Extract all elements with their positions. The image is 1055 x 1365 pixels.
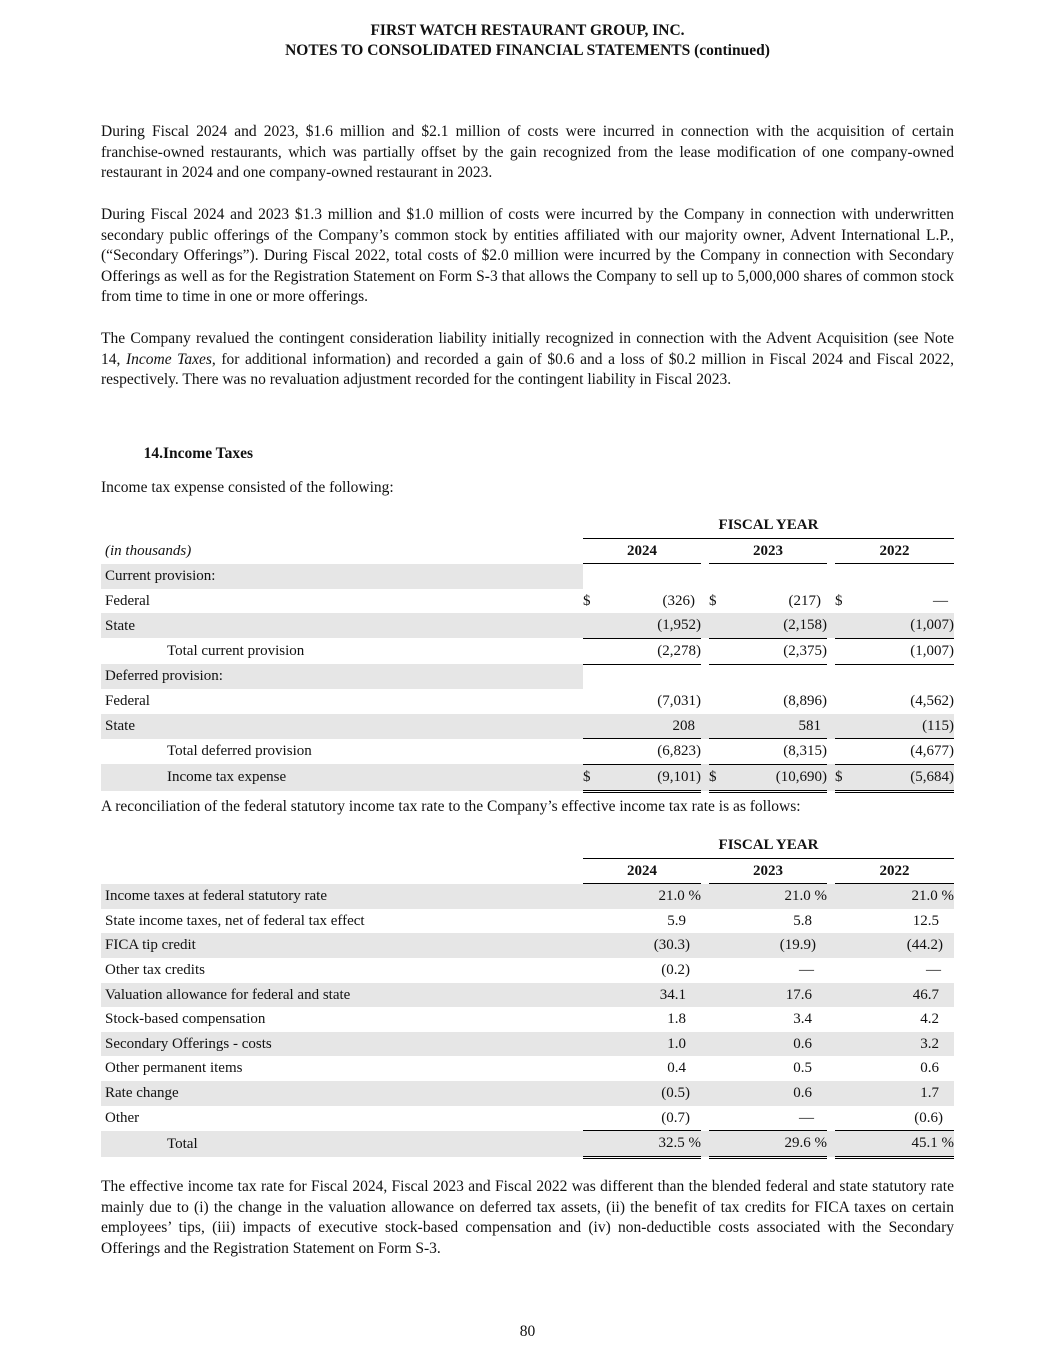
value-2023: — bbox=[709, 1106, 827, 1131]
row-label: Other permanent items bbox=[105, 1060, 243, 1077]
value-2023: 5.8 bbox=[793, 912, 812, 929]
table-row bbox=[101, 714, 954, 739]
value-2023: 0.6 bbox=[709, 1081, 827, 1106]
table-row bbox=[101, 933, 954, 958]
row-label: Total deferred provision bbox=[167, 743, 312, 760]
row-label: Rate change bbox=[101, 1081, 583, 1106]
value-2022: 46.7 bbox=[835, 983, 954, 1008]
section-title: Income Taxes bbox=[163, 445, 253, 462]
value-2023: (8,896) bbox=[783, 693, 827, 710]
dollar-sign: $ bbox=[583, 764, 603, 791]
year-header-2023: 2023 bbox=[709, 858, 827, 884]
row-label: Federal bbox=[105, 592, 150, 609]
value-2022: (1,007) bbox=[855, 638, 954, 664]
dollar-sign: $ bbox=[583, 592, 591, 609]
page-number: 80 bbox=[519, 1323, 536, 1340]
value-2022: (4,677) bbox=[855, 739, 954, 765]
value-2024: 21.0 % bbox=[583, 884, 701, 909]
value-2022: 1.7 bbox=[835, 1081, 954, 1106]
table-row bbox=[101, 689, 954, 714]
value-2023: 0.5 bbox=[793, 1060, 812, 1077]
table-row bbox=[101, 1056, 954, 1081]
table-row bbox=[101, 983, 954, 1008]
p3-text-b: , for additional information) and recorded a gain of $0.6 and a loss of $0.2 million in Fiscal 2024 and Fiscal 2022, respectively. There was no revaluation adjustment recorded for the contingent liability in Fiscal 2023. bbox=[101, 350, 954, 389]
year-header-2022: 2022 bbox=[835, 858, 954, 884]
table-row bbox=[101, 884, 954, 909]
year-header-2023: 2023 bbox=[709, 538, 827, 564]
year-header-2024: 2024 bbox=[583, 858, 701, 884]
value-2024: (2,278) bbox=[603, 638, 701, 664]
row-label: Deferred provision: bbox=[101, 664, 583, 689]
section-number: 14. bbox=[143, 445, 163, 462]
table-row bbox=[101, 1007, 954, 1032]
dollar-sign: $ bbox=[709, 764, 729, 791]
year-header-2022: 2022 bbox=[835, 538, 954, 564]
value-2024: 5.9 bbox=[667, 912, 686, 929]
value-2023: 21.0 % bbox=[709, 884, 827, 909]
row-label: State bbox=[101, 613, 583, 638]
value-2024: (0.5) bbox=[583, 1081, 701, 1106]
value-2022: — bbox=[933, 592, 948, 609]
value-2022: (115) bbox=[855, 714, 954, 739]
value-2024: 0.4 bbox=[667, 1060, 686, 1077]
value-2024: (326) bbox=[662, 592, 695, 609]
income-tax-intro: Income tax expense consisted of the following: bbox=[101, 479, 394, 496]
value-2023: (8,315) bbox=[729, 739, 827, 765]
table-row bbox=[101, 638, 954, 664]
row-label: Valuation allowance for federal and state bbox=[101, 983, 583, 1008]
row-label: State bbox=[101, 714, 583, 739]
value-2023: — bbox=[799, 961, 814, 978]
income-tax-expense-table bbox=[101, 513, 954, 793]
value-2023: 0.6 bbox=[709, 1032, 827, 1057]
value-2023: 17.6 bbox=[709, 983, 827, 1008]
value-2023: (19.9) bbox=[709, 933, 827, 958]
table-row bbox=[101, 564, 954, 589]
table-row bbox=[101, 958, 954, 983]
paragraph-secondary-offerings: During Fiscal 2024 and 2023 $1.3 million and $1.0 million of costs were incurred by the Company in connection with underwritten secondary public offerings of the Company’s common stock by entities affiliated with our majority owner, Advent International L.P., (“Secondary Offerings”). During Fiscal 2022, total costs of $2.0 million were incurred by the Company in connection with Secondary Offerings as well as for the Registration Statement on Form S-3 that allows the Company to sell up to 5,000,000 shares of common stock from time to time in one or more offerings. bbox=[101, 206, 954, 306]
rate-reconciliation-table bbox=[101, 833, 954, 1159]
row-label: Income tax expense bbox=[101, 764, 583, 791]
section-heading bbox=[101, 445, 253, 463]
fiscal-year-header: FISCAL YEAR bbox=[583, 833, 954, 858]
value-2022: 45.1 % bbox=[835, 1131, 954, 1158]
row-label: Other bbox=[105, 1109, 140, 1126]
notes-subtitle: NOTES TO CONSOLIDATED FINANCIAL STATEMENTS (continued) bbox=[285, 42, 770, 59]
value-2024: (9,101) bbox=[603, 764, 701, 791]
table-row bbox=[101, 1106, 954, 1131]
row-label: Income taxes at federal statutory rate bbox=[101, 884, 583, 909]
p3-text-a: The Company revalued the contingent consideration liability initially recognized in connection with the Advent Acquisition (see Note 14, bbox=[101, 330, 954, 368]
dollar-sign: $ bbox=[835, 592, 843, 609]
value-2024: 1.0 bbox=[583, 1032, 701, 1057]
table-row bbox=[101, 613, 954, 638]
row-label: Stock-based compensation bbox=[105, 1011, 266, 1028]
year-header-2024: 2024 bbox=[583, 538, 701, 564]
value-2023: (217) bbox=[788, 592, 821, 609]
value-2024: (0.7) bbox=[583, 1106, 701, 1131]
value-2022: 3.2 bbox=[835, 1032, 954, 1057]
table-row bbox=[101, 909, 954, 934]
value-2024: 34.1 bbox=[583, 983, 701, 1008]
row-label: Total bbox=[101, 1131, 583, 1158]
table-row bbox=[101, 589, 954, 614]
table-row bbox=[101, 1081, 954, 1106]
value-2024: 1.8 bbox=[667, 1011, 686, 1028]
row-label: Current provision: bbox=[101, 564, 583, 589]
table-row bbox=[101, 1131, 954, 1158]
paragraph-effective-rate: The effective income tax rate for Fiscal 2024, Fiscal 2023 and Fiscal 2022 was different than the blended federal and state statutory rate mainly due to (i) the change in the valuation allowance on deferred tax assets, (ii) the benefit of tax credits for FICA taxes on certain employees’ tips, (iii) impacts of executive stock-based compensation and (iv) non-deductible costs associated with the Secondary Offerings and the Registration Statement on Form S-3. bbox=[101, 1178, 954, 1257]
row-label: Other tax credits bbox=[105, 961, 205, 978]
value-2023: (2,158) bbox=[729, 613, 827, 638]
value-2024: (7,031) bbox=[657, 693, 701, 710]
value-2022: — bbox=[926, 961, 941, 978]
table-row bbox=[101, 739, 954, 765]
reconciliation-intro: A reconciliation of the federal statutory income tax rate to the Company’s effective income tax rate is as follows: bbox=[101, 798, 801, 815]
table-row bbox=[101, 664, 954, 689]
value-2022: 21.0 % bbox=[835, 884, 954, 909]
value-2024: (1,952) bbox=[603, 613, 701, 638]
value-2022: (44.2) bbox=[835, 933, 954, 958]
value-2023: (10,690) bbox=[729, 764, 827, 791]
value-2024: (30.3) bbox=[583, 933, 701, 958]
value-2024: 208 bbox=[603, 714, 701, 739]
row-label: Federal bbox=[105, 693, 150, 710]
value-2024: 32.5 % bbox=[583, 1131, 701, 1158]
value-2023: 581 bbox=[729, 714, 827, 739]
value-2022: 0.6 bbox=[920, 1060, 939, 1077]
value-2022: (0.6) bbox=[835, 1106, 954, 1131]
row-label: FICA tip credit bbox=[101, 933, 583, 958]
row-label: Total current provision bbox=[167, 642, 305, 659]
row-label: Secondary Offerings - costs bbox=[101, 1032, 583, 1057]
value-2024: (6,823) bbox=[603, 739, 701, 765]
value-2022: 12.5 bbox=[912, 912, 939, 929]
value-2022: (4,562) bbox=[910, 693, 954, 710]
paragraph-acquisition-costs: During Fiscal 2024 and 2023, $1.6 million and $2.1 million of costs were incurred in connection with the acquisition of certain franchise-owned restaurants, which was partially offset by the gain recognized from the lease modification of one company-owned restaurant in 2024 and one company-owned restaurant in 2023. bbox=[101, 123, 954, 182]
value-2023: 29.6 % bbox=[709, 1131, 827, 1158]
value-2022: (1,007) bbox=[855, 613, 954, 638]
value-2022: 4.2 bbox=[920, 1011, 939, 1028]
value-2024: (0.2) bbox=[661, 961, 690, 978]
value-2022: (5,684) bbox=[855, 764, 954, 791]
table-row bbox=[101, 1032, 954, 1057]
units-label: (in thousands) bbox=[105, 542, 192, 559]
row-label: State income taxes, net of federal tax effect bbox=[105, 912, 365, 929]
dollar-sign: $ bbox=[709, 592, 717, 609]
p3-italic-ref: Income Taxes bbox=[125, 350, 212, 368]
table-row bbox=[101, 764, 954, 791]
fiscal-year-header: FISCAL YEAR bbox=[583, 513, 954, 538]
value-2023: (2,375) bbox=[729, 638, 827, 664]
company-name: FIRST WATCH RESTAURANT GROUP, INC. bbox=[370, 22, 685, 39]
dollar-sign: $ bbox=[835, 764, 855, 791]
value-2023: 3.4 bbox=[793, 1011, 812, 1028]
paragraph-contingent-consideration bbox=[101, 329, 954, 391]
